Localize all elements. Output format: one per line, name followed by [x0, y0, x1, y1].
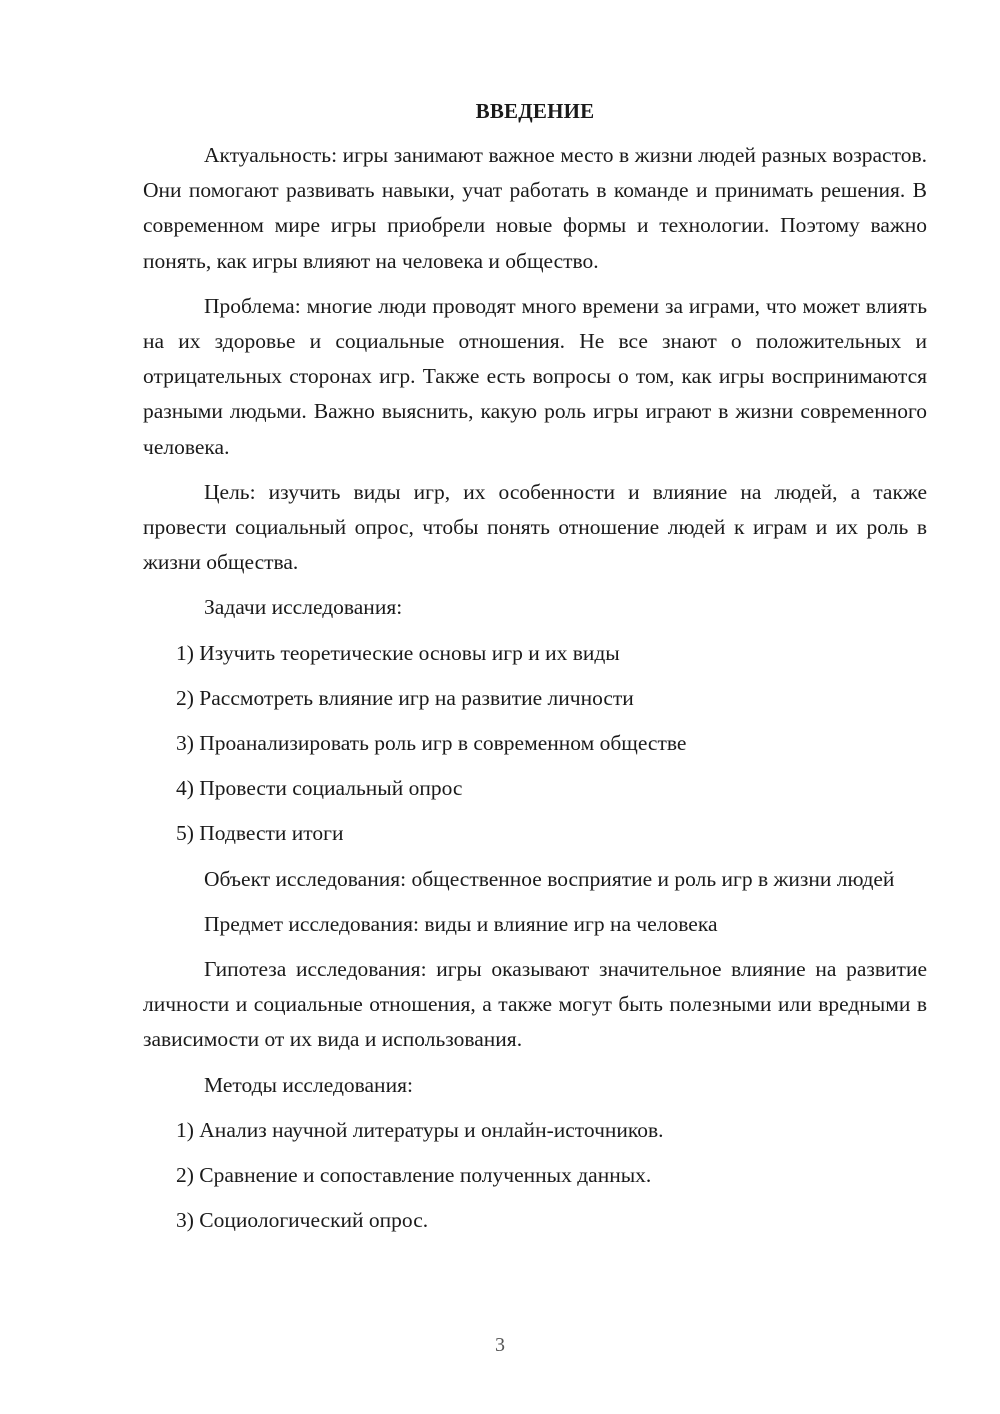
tasks-title: Задачи исследования:: [204, 595, 403, 620]
goal-paragraph: Цель: изучить виды игр, их особенности и влияние на людей, а также провести социальный опрос, чтобы понять отношение людей к играм и их роль в жизни общества.: [143, 479, 927, 575]
list-item: 5) Подвести итоги: [176, 821, 344, 846]
list-item: 4) Провести социальный опрос: [176, 776, 463, 801]
document-page: [143, 96, 927, 1248]
methods-list: [143, 1113, 927, 1239]
methods-title: Методы исследования:: [204, 1072, 413, 1097]
hypothesis-paragraph: Гипотеза исследования: игры оказывают значительное влияние на развитие личности и социальные отношения, а также могут быть полезными или вредными в зависимости от их вида и использования.: [143, 957, 927, 1052]
subject-paragraph: Предмет исследования: виды и влияние игр на человека: [204, 911, 718, 936]
list-item: 3) Проанализировать роль игр в современном обществе: [176, 731, 687, 756]
list-item: 2) Рассмотреть влияние игр на развитие личности: [176, 685, 634, 710]
tasks-list: [143, 636, 927, 852]
page-number: 3: [495, 1334, 505, 1356]
list-item: 2) Сравнение и сопоставление полученных данных.: [176, 1163, 652, 1188]
list-item: 1) Анализ научной литературы и онлайн-источников.: [176, 1117, 664, 1142]
list-item: 1) Изучить теоретические основы игр и их виды: [176, 640, 620, 665]
section-heading: ВВЕДЕНИЕ: [475, 99, 595, 123]
object-paragraph: Объект исследования: общественное восприятие и роль игр в жизни людей: [204, 866, 895, 891]
list-item: 3) Социологический опрос.: [176, 1208, 429, 1233]
relevance-paragraph: Актуальность: игры занимают важное место в жизни людей разных возрастов. Они помогают развивать навыки, учат работать в команде и принимать решения. В современном мире игры приобрели новые формы и технологии. Поэтому важно понять, как игры влияют на человека и общество.: [143, 143, 927, 273]
problem-paragraph: Проблема: многие люди проводят много времени за играми, что может влиять на их здоровье и социальные отношения. Не все знают о положительных и отрицательных сторонах игр. Также есть вопросы о том, как игры воспринимаются разными людьми. Важно выяснить, какую роль игры играют в жизни современного человека.: [143, 293, 927, 459]
